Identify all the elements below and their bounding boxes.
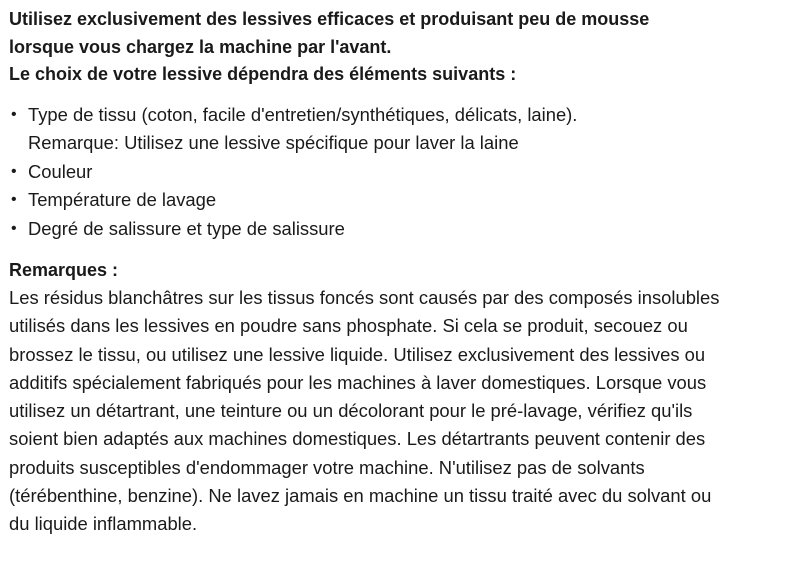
remarks-paragraph xyxy=(9,284,803,539)
remarks-line: Les résidus blanchâtres sur les tissus foncés sont causés par des composés insolubles xyxy=(9,287,720,308)
remarks-line: du liquide inflammable. xyxy=(9,513,198,535)
remarks-line: produits susceptibles d'endommager votre machine. N'utilisez pas de solvants xyxy=(9,456,645,478)
intro-line: Le choix de votre lessive dépendra des éléments suivants : xyxy=(9,64,517,84)
list-item-note: Remarque: Utilisez une lessive spécifique pour laver la laine xyxy=(28,132,519,153)
intro-line: lorsque vous chargez la machine par l'avant. xyxy=(9,36,392,57)
remarks-line: utilisez un détartrant, une teinture ou un décolorant pour le pré-lavage, vérifiez qu'ils xyxy=(9,400,693,422)
remarks-line: utilisés dans les lessives en poudre sans phosphate. Si cela se produit, secouez ou xyxy=(9,315,688,337)
remarks-line: soient bien adaptés aux machines domestiques. Les détartrants peuvent contenir des xyxy=(9,428,706,450)
list-item-text: Degré de salissure et type de salissure xyxy=(28,217,345,239)
remarks-line: additifs spécialement fabriqués pour les machines à laver domestiques. Lorsque vous xyxy=(9,371,707,393)
bullet-dot: • xyxy=(11,162,17,180)
bullet-dot: • xyxy=(11,105,17,123)
intro-paragraph xyxy=(9,6,803,89)
detergent-criteria-list xyxy=(9,101,803,244)
list-item xyxy=(9,158,803,187)
intro-line: Utilisez exclusivement des lessives efficaces et produisant peu de mousse xyxy=(9,9,650,29)
list-item-text: Température de lavage xyxy=(28,189,217,210)
list-item xyxy=(9,215,803,244)
bullet-dot: • xyxy=(11,191,17,208)
list-item xyxy=(9,101,803,158)
remarks-line: (térébenthine, benzine). Ne lavez jamais en machine un tissu traité avec du solvant ou xyxy=(9,485,712,507)
bullet-dot: • xyxy=(11,219,17,237)
list-item xyxy=(9,186,803,215)
list-item-text: Couleur xyxy=(28,160,93,182)
list-item-text: Type de tissu (coton, facile d'entretien/synthétiques, délicats, laine). xyxy=(28,103,578,125)
remarks-heading: Remarques : xyxy=(9,260,119,280)
remarks-line: brossez le tissu, ou utilisez une lessive liquide. Utilisez exclusivement des lessives ou xyxy=(9,343,706,365)
